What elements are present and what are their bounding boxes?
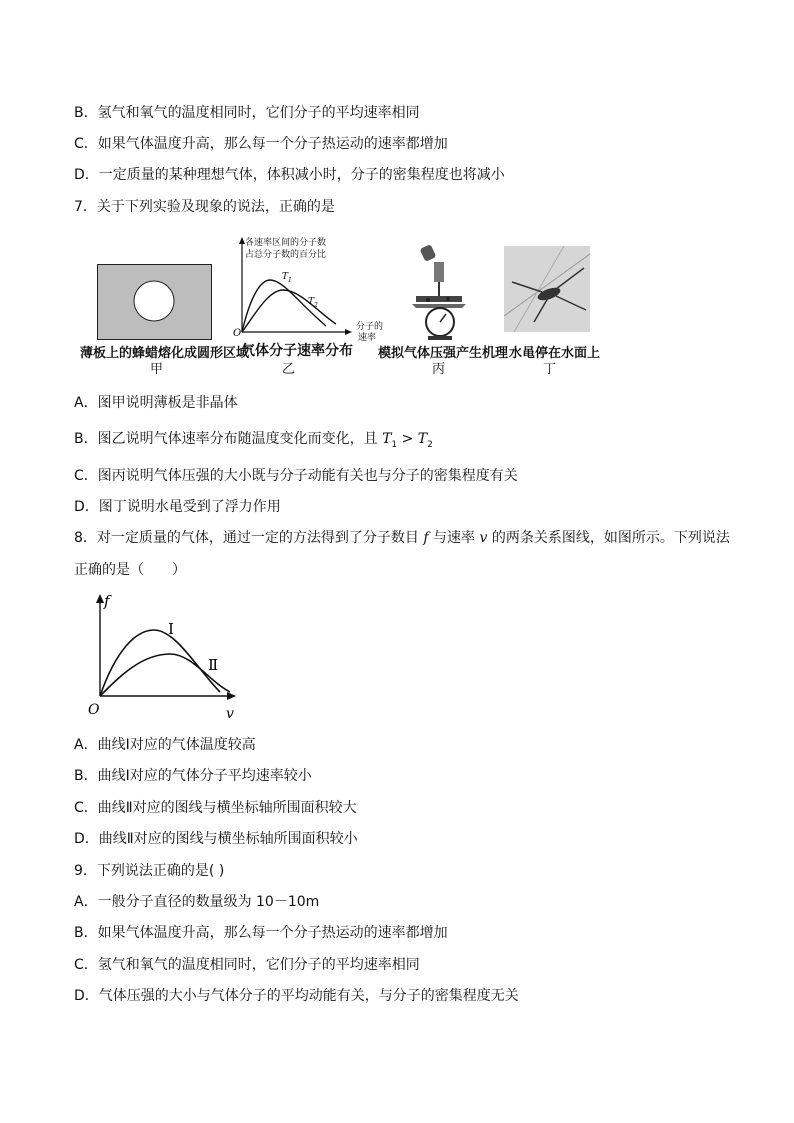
q8-graph-curve2-label: Ⅱ	[208, 656, 219, 674]
q7-option-b-text: B．图乙说明气体速率分布随温度变化而变化，且	[74, 431, 383, 447]
figure-yi-xlabel-1: 分子的	[356, 322, 384, 332]
q7-option-b-gt: >	[397, 431, 418, 447]
figure-jia-caption: 薄板上的蜂蜡熔化成圆形区域	[80, 346, 250, 361]
figure-yi-ylabel-1: 各速率区间的分子数	[245, 238, 327, 248]
svg-text:T1	[282, 272, 292, 284]
q9-option-c: C．氢气和氧气的温度相同时，它们分子的平均速率相同	[74, 957, 420, 973]
q8-graph	[80, 590, 250, 724]
figure-jia-plate	[97, 264, 212, 340]
q6-option-d: D．一定质量的某种理想气体，体积减小时，分子的密集程度也将减小	[74, 167, 505, 183]
q7-option-b	[74, 429, 433, 455]
q6-option-b: B．氢气和氧气的温度相同时，它们分子的平均速率相同	[74, 105, 420, 121]
q8-stem-mid: 与速率	[428, 530, 480, 546]
figure-yi-ylabel-2: 占总分子数的百分比	[245, 250, 327, 260]
figure-ding-label: 丁	[543, 362, 557, 377]
q8-option-d: D．曲线Ⅱ对应的图线与横坐标轴所围面积较小	[74, 831, 358, 847]
q8-stem-v: v	[479, 530, 488, 546]
figure-yi-t1-sub: 1	[288, 277, 292, 284]
q7-option-b-t1: T	[382, 431, 392, 447]
figure-yi-t2: T	[308, 297, 315, 307]
q8-graph-xlabel: v	[226, 706, 234, 722]
figure-bing-apparatus	[408, 244, 470, 342]
q8-stem-line-1	[74, 528, 730, 548]
q8-option-a: A．曲线Ⅰ对应的气体温度较高	[74, 737, 256, 753]
q8-option-c: C．曲线Ⅱ对应的图线与横坐标轴所围面积较大	[74, 800, 357, 816]
figure-yi-caption: 气体分子速率分布	[241, 343, 353, 359]
q8-stem-pre: 8．对一定质量的气体，通过一定的方法得到了分子数目	[74, 530, 424, 546]
figure-ding-caption: 水黾停在水面上	[509, 346, 601, 361]
q7-option-c: C．图丙说明气体压强的大小既与分子动能有关也与分子的密集程度有关	[74, 468, 518, 484]
q9-option-a: A．一般分子直径的数量级为 10－10m	[74, 894, 320, 910]
q6-option-c: C．如果气体温度升高，那么每一个分子热运动的速率都增加	[74, 136, 448, 152]
q8-graph-origin: O	[88, 702, 100, 718]
q7-option-b-t2-sub: 2	[427, 439, 433, 450]
svg-text:T2	[308, 297, 318, 309]
figure-yi-xlabel-2: 速率	[358, 333, 377, 343]
q8-stem-line-2: 正确的是（ ）	[74, 562, 186, 578]
q8-stem-f: f	[423, 530, 429, 546]
figure-yi-t2-sub: 2	[314, 302, 318, 309]
q9-stem: 9．下列说法正确的是( )	[74, 863, 225, 879]
figure-ding-water-strider	[504, 246, 590, 332]
q7-option-d: D．图丁说明水黾受到了浮力作用	[74, 499, 281, 515]
figure-bing-label: 丙	[432, 362, 446, 377]
figure-yi-t1: T	[282, 272, 289, 282]
q8-graph-curve1-label: I	[168, 620, 174, 638]
q8-option-b: B．曲线Ⅰ对应的气体分子平均速率较小	[74, 768, 312, 784]
figure-yi-origin: O	[233, 328, 242, 339]
q7-option-a: A．图甲说明薄板是非晶体	[74, 395, 238, 411]
q7-option-b-t1-sub: 1	[391, 439, 398, 450]
q8-graph-ylabel: f	[104, 592, 110, 610]
figure-bing-caption: 模拟气体压强产生机理	[378, 346, 509, 361]
q8-stem-post: 的两条关系图线，如图所示。下列说法	[487, 530, 730, 546]
figure-yi-label: 乙	[282, 362, 296, 377]
figure-jia-label: 甲	[150, 362, 164, 377]
q8-curve-1	[100, 630, 220, 696]
q9-option-b: B．如果气体温度升高，那么每一个分子热运动的速率都增加	[74, 925, 448, 941]
q9-option-d: D．气体压强的大小与气体分子的平均动能有关，与分子的密集程度无关	[74, 988, 519, 1004]
q7-option-b-t2: T	[417, 431, 428, 447]
q7-stem: 7．关于下列实验及现象的说法，正确的是	[74, 199, 335, 215]
